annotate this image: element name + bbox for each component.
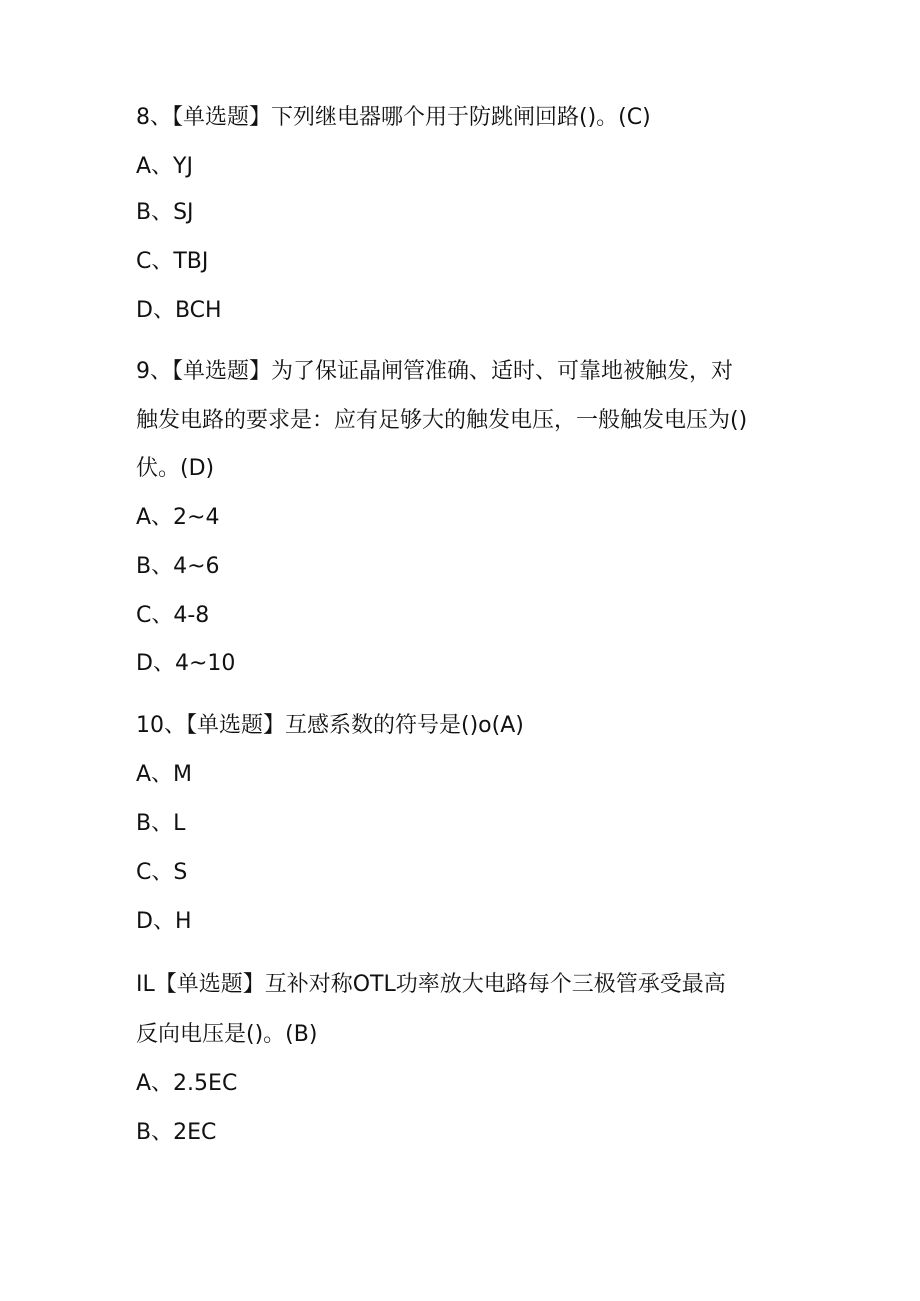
question-8-option-c: C、TBJ [136,249,209,274]
question-9-option-c: C、4-8 [136,603,210,628]
question-11-text-line-2: 反向电压是()。(B) [136,1022,318,1047]
question-8-option-b: B、SJ [136,200,194,225]
question-8-option-a: A、YJ [136,154,193,179]
question-10-option-c: C、S [136,860,188,885]
question-11-text-line-1: IL【单选题】互补对称OTL功率放大电路每个三极管承受最高 [136,972,726,997]
question-10-option-b: B、L [136,811,186,836]
question-9-text-line-3: 伏。(D) [136,456,215,481]
question-9-option-b: B、4~6 [136,554,220,579]
question-9-text-line-1: 9、【单选题】为了保证晶闸管准确、适时、可靠地被触发，对 [136,359,733,384]
question-11-option-b: B、2EC [136,1120,217,1145]
question-10-option-a: A、M [136,762,193,787]
question-11-option-a: A、2.5EC [136,1071,238,1096]
question-9-option-d: D、4~10 [136,651,236,676]
question-10-option-d: D、H [136,909,192,934]
question-8-option-d: D、BCH [136,298,222,323]
question-10-text: 10、【单选题】互感系数的符号是()o(A) [136,713,524,738]
question-9-option-a: A、2~4 [136,505,220,530]
question-9-text-line-2: 触发电路的要求是：应有足够大的触发电压，一般触发电压为() [136,408,748,433]
question-8-text: 8、【单选题】下列继电器哪个用于防跳闸回路()。(C) [136,105,651,130]
